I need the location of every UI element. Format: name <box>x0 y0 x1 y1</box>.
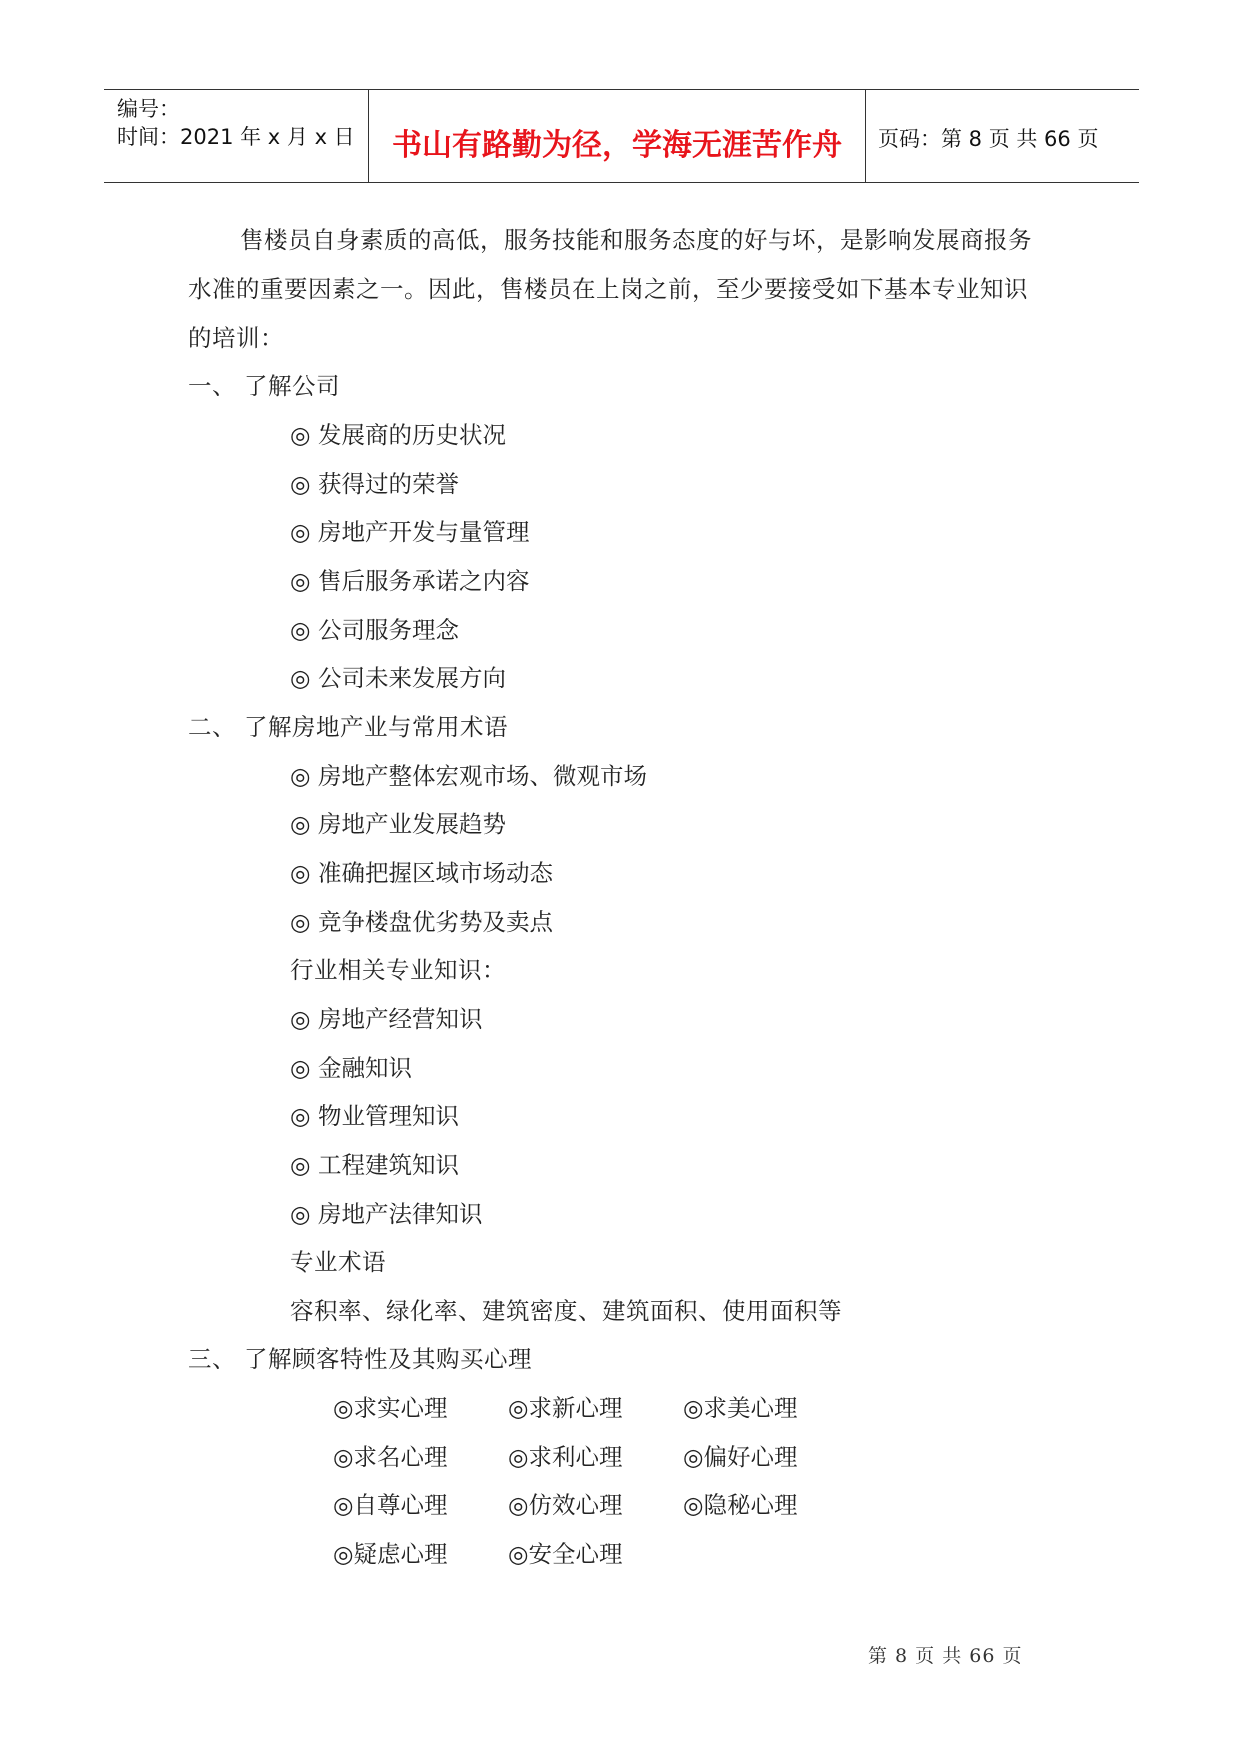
list-item: ◎ 公司服务理念 <box>290 616 459 644</box>
list-item: ◎ 房地产整体宏观市场、微观市场 <box>290 762 647 790</box>
intro-line: 售楼员自身素质的高低，服务技能和服务态度的好与坏，是影响发展商报务 <box>240 226 1032 254</box>
grid-item: ◎疑虑心理 <box>333 1540 448 1568</box>
grid-item: ◎偏好心理 <box>683 1443 798 1471</box>
header-motto-cell <box>369 90 866 182</box>
time-label: 时间：2021 年 x 月 x 日 <box>117 125 355 149</box>
list-item: ◎ 房地产开发与量管理 <box>290 518 530 546</box>
grid-item: ◎安全心理 <box>508 1540 623 1568</box>
section-heading: 三、 了解顾客特性及其购买心理 <box>188 1345 532 1373</box>
header-page-cell <box>866 90 1139 182</box>
grid-item: ◎求新心理 <box>508 1394 623 1422</box>
grid-item: ◎求实心理 <box>333 1394 448 1422</box>
terms-text: 容积率、绿化率、建筑密度、建筑面积、使用面积等 <box>290 1297 842 1325</box>
list-item: ◎ 公司未来发展方向 <box>290 664 506 692</box>
grid-item: ◎求名心理 <box>333 1443 448 1471</box>
section-heading: 一、 了解公司 <box>188 372 340 400</box>
section-heading: 二、 了解房地产业与常用术语 <box>188 713 508 741</box>
list-item: ◎ 发展商的历史状况 <box>290 421 506 449</box>
list-item: ◎ 售后服务承诺之内容 <box>290 567 530 595</box>
list-item: ◎ 房地产经营知识 <box>290 1005 483 1033</box>
list-item: ◎ 房地产业发展趋势 <box>290 810 506 838</box>
number-label: 编号： <box>117 97 180 121</box>
motto: 书山有路勤为径，学海无涯苦作舟 <box>392 128 842 163</box>
list-item: ◎ 准确把握区域市场动态 <box>290 859 553 887</box>
grid-item: ◎隐秘心理 <box>683 1491 798 1519</box>
sub-heading: 行业相关专业知识： <box>290 956 506 984</box>
list-item: ◎ 金融知识 <box>290 1054 412 1082</box>
list-item: ◎ 物业管理知识 <box>290 1102 459 1130</box>
grid-item: ◎仿效心理 <box>508 1491 623 1519</box>
grid-item: ◎求美心理 <box>683 1394 798 1422</box>
document-header <box>104 89 1139 183</box>
list-item: ◎ 竞争楼盘优劣势及卖点 <box>290 908 553 936</box>
list-item: ◎ 获得过的荣誉 <box>290 470 459 498</box>
list-item: ◎ 房地产法律知识 <box>290 1200 483 1228</box>
header-info-cell <box>104 90 369 182</box>
terms-heading: 专业术语 <box>290 1248 386 1276</box>
intro-line: 的培训： <box>188 324 284 352</box>
grid-item: ◎自尊心理 <box>333 1491 448 1519</box>
page-label: 页码：第 8 页 共 66 页 <box>878 127 1099 151</box>
page-footer: 第 8 页 共 66 页 <box>868 1645 1023 1667</box>
grid-item: ◎求利心理 <box>508 1443 623 1471</box>
list-item: ◎ 工程建筑知识 <box>290 1151 459 1179</box>
intro-line: 水准的重要因素之一。因此，售楼员在上岗之前，至少要接受如下基本专业知识 <box>188 275 1028 303</box>
